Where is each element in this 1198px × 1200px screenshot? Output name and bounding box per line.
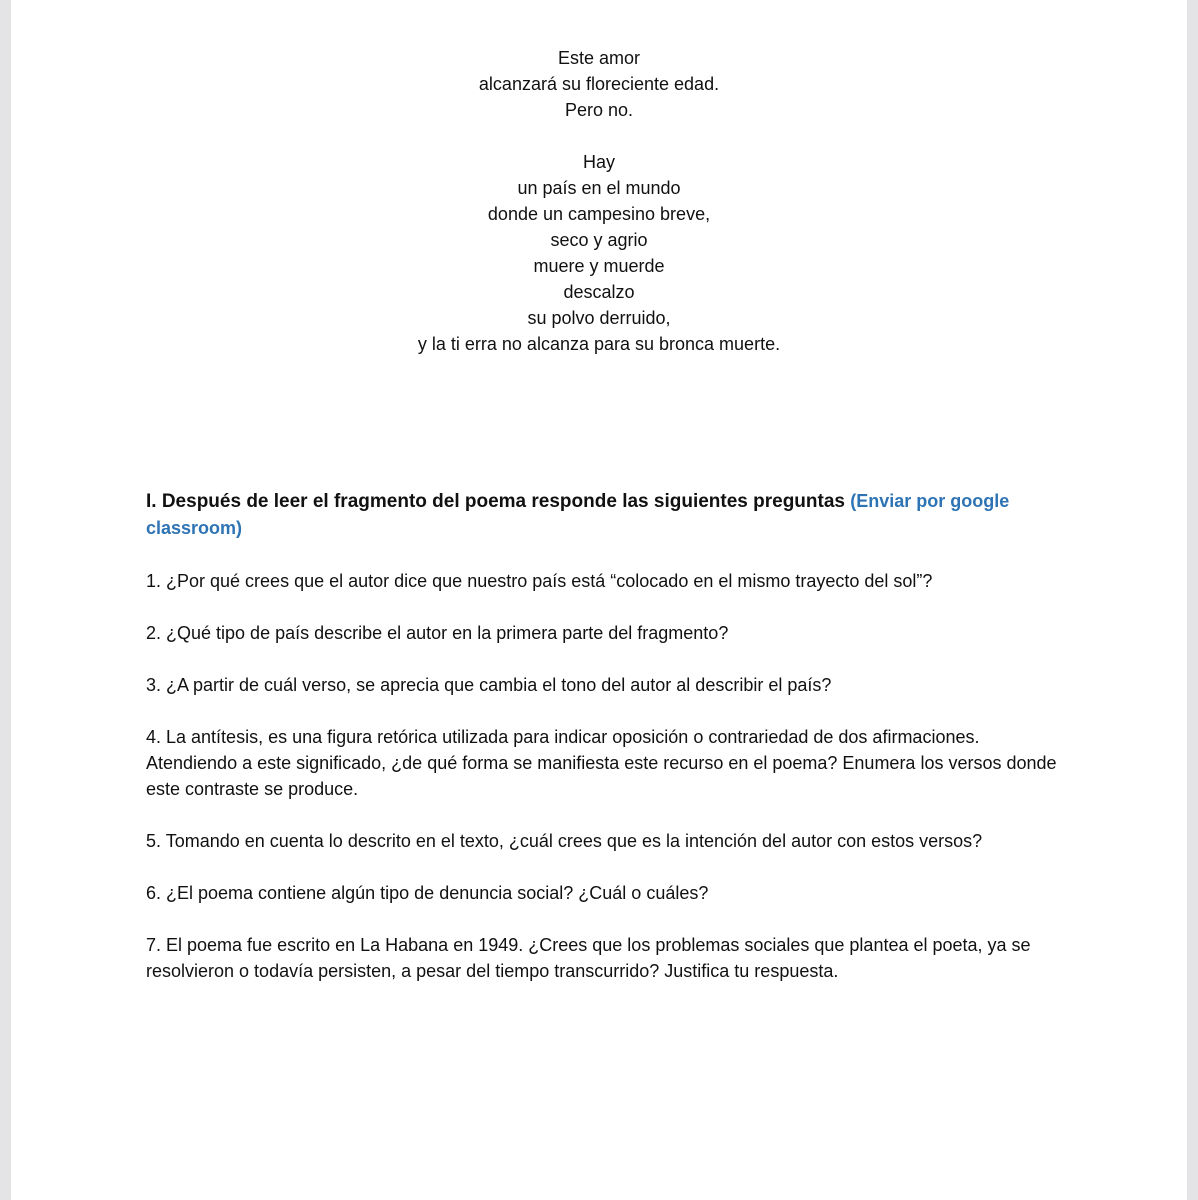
questions-section — [146, 488, 1066, 1010]
question-5: 5. Tomando en cuenta lo descrito en el texto, ¿cuál crees que es la intención del autor con estos versos? — [146, 831, 983, 851]
poem-line: muere y muerde — [533, 256, 665, 276]
poem-fragment — [11, 45, 1187, 357]
poem-line: seco y agrio — [550, 230, 648, 250]
poem-line: y la ti erra no alcanza para su bronca muerte. — [417, 334, 781, 354]
section-heading — [146, 488, 1066, 542]
question-1: 1. ¿Por qué crees que el autor dice que nuestro país está “colocado en el mismo trayecto del sol”? — [146, 571, 933, 591]
poem-line: Este amor — [557, 48, 641, 68]
poem-line: Hay — [582, 152, 615, 172]
question-2: 2. ¿Qué tipo de país describe el autor en la primera parte del fragmento? — [146, 623, 729, 643]
poem-line: un país en el mundo — [517, 178, 681, 198]
poem-line: descalzo — [563, 282, 635, 302]
document-page — [11, 0, 1187, 1200]
poem-line: su polvo derruido, — [527, 308, 671, 328]
section-heading-text: I. Después de leer el fragmento del poema responde las siguientes preguntas — [146, 491, 845, 512]
poem-line: alcanzará su floreciente edad. — [478, 74, 720, 94]
question-6: 6. ¿El poema contiene algún tipo de denuncia social? ¿Cuál o cuáles? — [146, 883, 709, 903]
submission-note: (Enviar por google classroom) — [146, 491, 1010, 538]
poem-line: donde un campesino breve, — [487, 204, 711, 224]
question-4: 4. La antítesis, es una figura retórica utilizada para indicar oposición o contrariedad de dos afirmaciones. Atendiendo a este significado, ¿de qué forma se manifiesta este recurso en el poema? Enumera los versos donde este contraste se produce. — [146, 727, 1057, 799]
question-3: 3. ¿A partir de cuál verso, se aprecia que cambia el tono del autor al describir el país? — [146, 675, 832, 695]
poem-stanza-break — [11, 123, 1187, 149]
question-7: 7. El poema fue escrito en La Habana en 1949. ¿Crees que los problemas sociales que plantea el poeta, ya se resolvieron o todavía persisten, a pesar del tiempo transcurrido? Justifica tu respuesta. — [146, 935, 1031, 981]
poem-line: Pero no. — [564, 100, 634, 120]
